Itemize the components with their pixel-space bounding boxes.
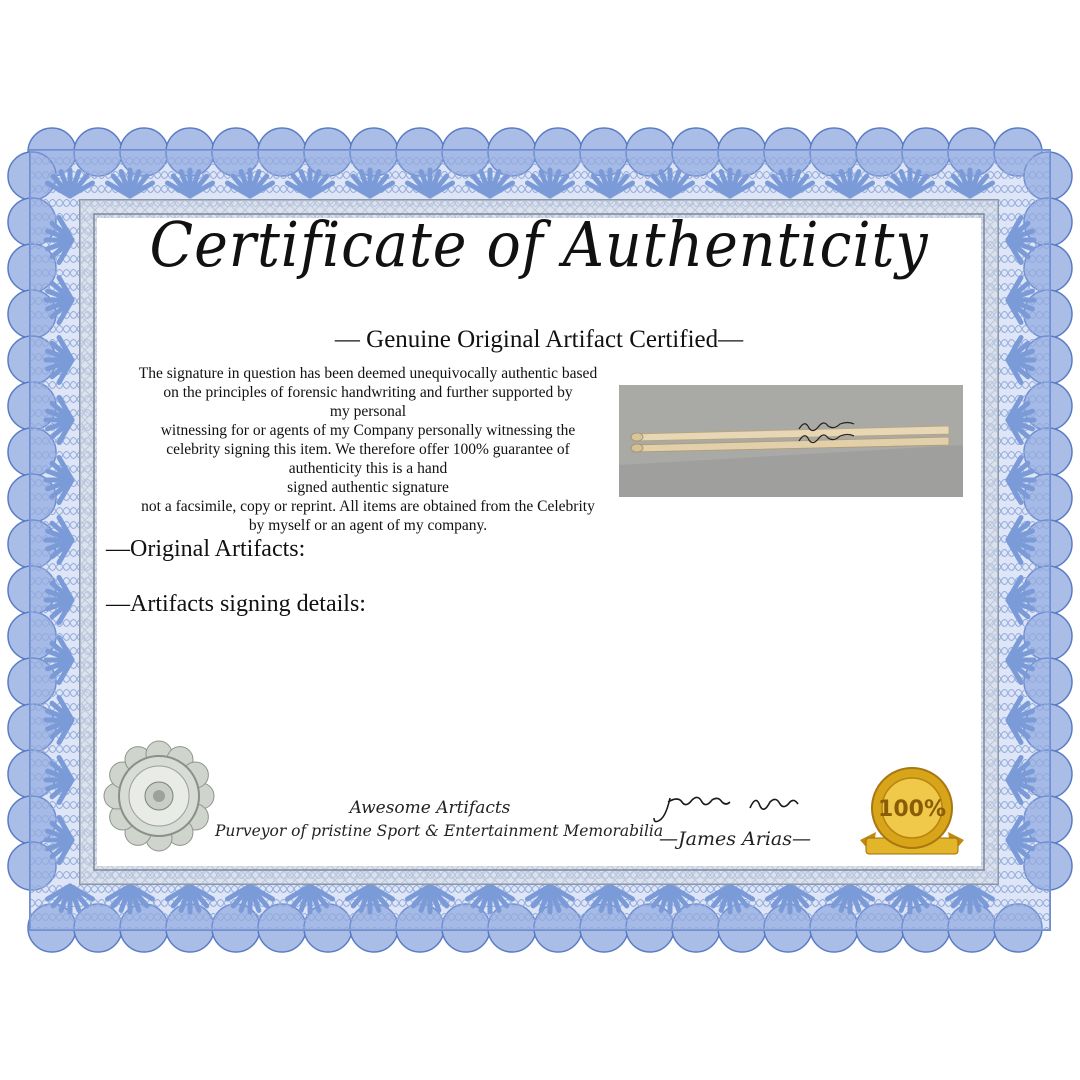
signing-details-label: —Artifacts signing details: bbox=[106, 591, 366, 617]
statement-line: The signature in question has been deemed unequivocally authentic based bbox=[138, 365, 598, 382]
gold-guarantee-seal bbox=[852, 762, 972, 866]
statement-line: authenticity this is a hand bbox=[288, 460, 448, 477]
statement-line: by myself or an agent of my company. bbox=[248, 517, 488, 534]
handwritten-signature bbox=[650, 788, 820, 826]
original-artifacts-label: —Original Artifacts: bbox=[106, 536, 306, 562]
statement-line: witnessing for or agents of my Company personally witnessing the bbox=[160, 422, 576, 439]
drumsticks-image bbox=[619, 385, 963, 497]
gold-seal-center-text: 100% bbox=[878, 797, 946, 822]
statement-line: celebrity signing this item. We therefore offer 100% guarantee of bbox=[166, 441, 570, 458]
statement-line: not a facsimile, copy or reprint. All items are obtained from the Celebrity bbox=[141, 498, 595, 515]
certificate-subtitle: — Genuine Original Artifact Certified— bbox=[334, 326, 744, 353]
signer-block bbox=[650, 788, 820, 850]
company-name: Awesome Artifacts bbox=[349, 798, 511, 818]
statement-line: on the principles of forensic handwriting and further supported by bbox=[163, 384, 573, 401]
authenticity-statement bbox=[108, 364, 628, 535]
signer-name: —James Arias— bbox=[659, 828, 811, 850]
artifact-photo bbox=[619, 385, 963, 497]
statement-line: my personal bbox=[329, 403, 407, 420]
statement-line: signed authentic signature bbox=[287, 479, 449, 496]
company-tagline: Purveyor of pristine Sport & Entertainment Memorabilia bbox=[215, 822, 664, 840]
silver-seal bbox=[103, 740, 215, 856]
certificate-title: Certificate of Authenticity bbox=[149, 208, 929, 281]
company-block bbox=[215, 798, 664, 840]
